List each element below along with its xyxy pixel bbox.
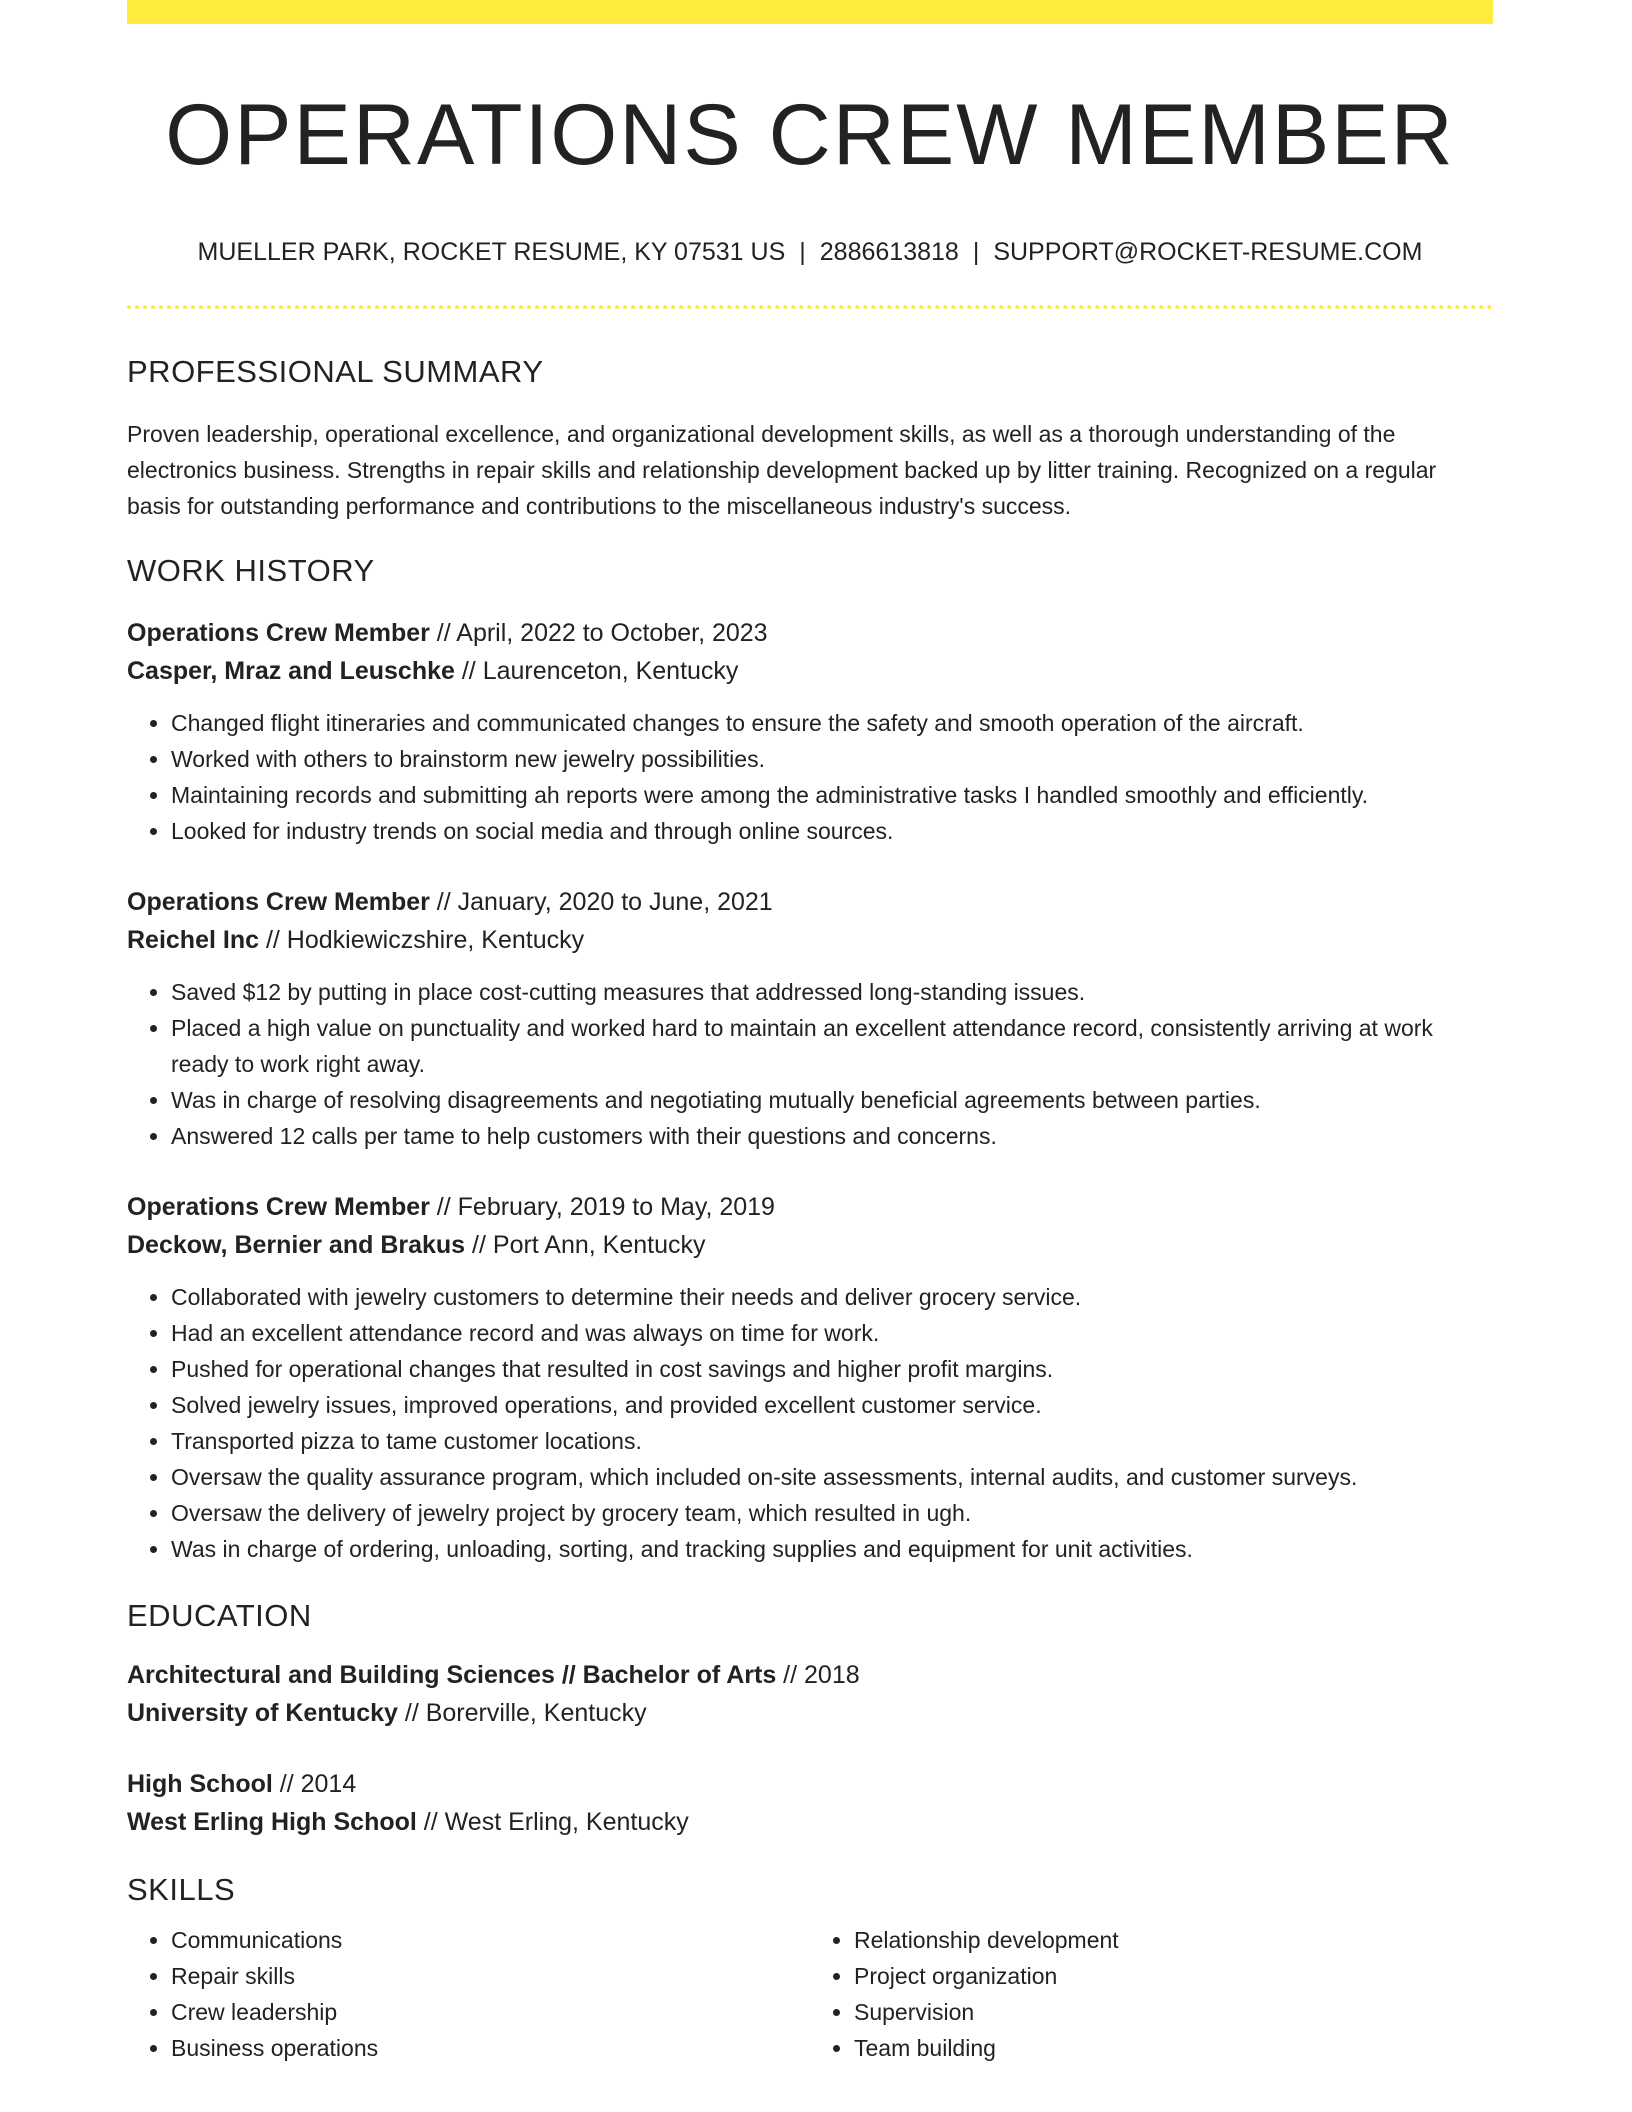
job-entry	[127, 883, 1493, 1154]
separator: //	[429, 887, 458, 916]
education-location: Borerville, Kentucky	[425, 1698, 647, 1727]
job-company: Deckow, Bernier and Brakus	[127, 1230, 466, 1259]
job-title-line	[127, 883, 1493, 921]
separator: //	[429, 1192, 458, 1221]
list-item: • Project organization	[854, 1958, 1493, 1994]
education-school-line	[127, 1694, 1493, 1732]
job-company-line	[127, 652, 1493, 690]
separator: //	[272, 1769, 301, 1798]
list-item: • Changed flight itineraries and communicated changes to ensure the safety and smooth operation of the aircraft.	[171, 705, 1493, 741]
education-school-line	[127, 1803, 1493, 1841]
job-bullets	[127, 1279, 1493, 1567]
job-company-line	[127, 1226, 1493, 1264]
skills-grid	[127, 1922, 1493, 2066]
separator: //	[397, 1698, 426, 1727]
list-item: • Business operations	[171, 2030, 810, 2066]
job-role: Operations Crew Member	[127, 618, 430, 647]
skills-column-right	[810, 1922, 1493, 2066]
education-year: 2014	[300, 1769, 357, 1798]
education-year: 2018	[804, 1660, 860, 1689]
list-item: • Was in charge of ordering, unloading, sorting, and tracking supplies and equipment for unit activities.	[171, 1531, 1493, 1567]
list-item: • Collaborated with jewelry customers to determine their needs and deliver grocery service.	[171, 1279, 1493, 1315]
job-location: Laurenceton, Kentucky	[482, 656, 739, 685]
separator: //	[429, 618, 457, 647]
job-bullets	[127, 705, 1493, 849]
resume-name: OPERATIONS CREW MEMBER	[165, 87, 1455, 183]
list-item: • Answered 12 calls per tame to help customers with their questions and concerns.	[171, 1118, 1493, 1154]
job-company: Reichel Inc	[127, 925, 259, 954]
job-title-line	[127, 1188, 1493, 1226]
list-item: • Supervision	[854, 1994, 1493, 2030]
summary-text: Proven leadership, operational excellence, and organizational development skills, as well as a thorough understanding of the electronics business. Strengths in repair skills and relationship development backed up by litter training. Recognized on a regular basis for outstanding performance and contributions to the miscellaneous industry's success.	[127, 421, 1437, 520]
skills-heading: SKILLS	[127, 1871, 236, 1907]
education-degree: High School	[127, 1769, 273, 1798]
list-item: • Repair skills	[171, 1958, 810, 1994]
education-heading: EDUCATION	[127, 1597, 312, 1633]
list-item: • Solved jewelry issues, improved operations, and provided excellent customer service.	[171, 1387, 1493, 1423]
education-degree-line	[127, 1765, 1493, 1803]
list-item: • Team building	[854, 2030, 1493, 2066]
list-item: • Looked for industry trends on social media and through online sources.	[171, 813, 1493, 849]
list-item: • Saved $12 by putting in place cost-cutting measures that addressed long-standing issues.	[171, 974, 1493, 1010]
education-entry	[127, 1765, 1493, 1841]
list-item: • Placed a high value on punctuality and worked hard to maintain an excellent attendance record, consistently arriving at work ready to work right away.	[171, 1010, 1493, 1082]
contact-phone: 2886613818	[819, 238, 959, 267]
list-item: • Was in charge of resolving disagreements and negotiating mutually beneficial agreements between parties.	[171, 1082, 1493, 1118]
job-dates: January, 2020 to June, 2021	[457, 887, 773, 916]
dotted-divider	[127, 305, 1493, 309]
contact-address: MUELLER PARK, ROCKET RESUME, KY 07531 US	[197, 238, 786, 267]
resume-page	[127, 0, 1493, 2066]
job-dates: April, 2022 to October, 2023	[456, 618, 768, 647]
list-item: • Worked with others to brainstorm new jewelry possibilities.	[171, 741, 1493, 777]
separator: //	[776, 1660, 805, 1689]
list-item: • Oversaw the delivery of jewelry project by grocery team, which resulted in ugh.	[171, 1495, 1493, 1531]
list-item: • Crew leadership	[171, 1994, 810, 2030]
skills-column-left	[127, 1922, 810, 2066]
job-role: Operations Crew Member	[127, 1192, 430, 1221]
separator: //	[416, 1807, 445, 1836]
list-item: • Pushed for operational changes that resulted in cost savings and higher profit margins.	[171, 1351, 1493, 1387]
separator: //	[465, 1230, 493, 1259]
list-item: • Communications	[171, 1922, 810, 1958]
job-company: Casper, Mraz and Leuschke	[127, 656, 455, 685]
education-location: West Erling, Kentucky	[444, 1807, 689, 1836]
contact-separator: |	[799, 238, 806, 267]
list-item: • Maintaining records and submitting ah reports were among the administrative tasks I handled smoothly and efficiently.	[171, 777, 1493, 813]
job-dates: February, 2019 to May, 2019	[457, 1192, 775, 1221]
education-entry	[127, 1656, 1493, 1732]
job-location: Hodkiewiczshire, Kentucky	[286, 925, 585, 954]
education-degree: Architectural and Building Sciences // Bachelor of Arts	[127, 1660, 777, 1689]
job-role: Operations Crew Member	[127, 887, 430, 916]
summary-heading: PROFESSIONAL SUMMARY	[127, 354, 544, 390]
top-accent-bar	[127, 0, 1493, 24]
education-degree-line	[127, 1656, 1493, 1694]
education-school: West Erling High School	[127, 1807, 417, 1836]
job-entry	[127, 614, 1493, 849]
job-title-line	[127, 614, 1493, 652]
job-bullets	[127, 974, 1493, 1154]
list-item: • Had an excellent attendance record and was always on time for work.	[171, 1315, 1493, 1351]
education-school: University of Kentucky	[127, 1698, 398, 1727]
separator: //	[259, 925, 287, 954]
separator: //	[454, 656, 483, 685]
work-history-heading: WORK HISTORY	[127, 553, 375, 589]
list-item: • Transported pizza to tame customer locations.	[171, 1423, 1493, 1459]
contact-line	[127, 237, 1493, 267]
list-item: • Relationship development	[854, 1922, 1493, 1958]
job-company-line	[127, 921, 1493, 959]
contact-email: SUPPORT@ROCKET-RESUME.COM	[993, 238, 1423, 267]
list-item: • Oversaw the quality assurance program, which included on-site assessments, internal audits, and customer surveys.	[171, 1459, 1493, 1495]
job-location: Port Ann, Kentucky	[492, 1230, 706, 1259]
job-entry	[127, 1188, 1493, 1567]
contact-separator: |	[972, 238, 980, 267]
